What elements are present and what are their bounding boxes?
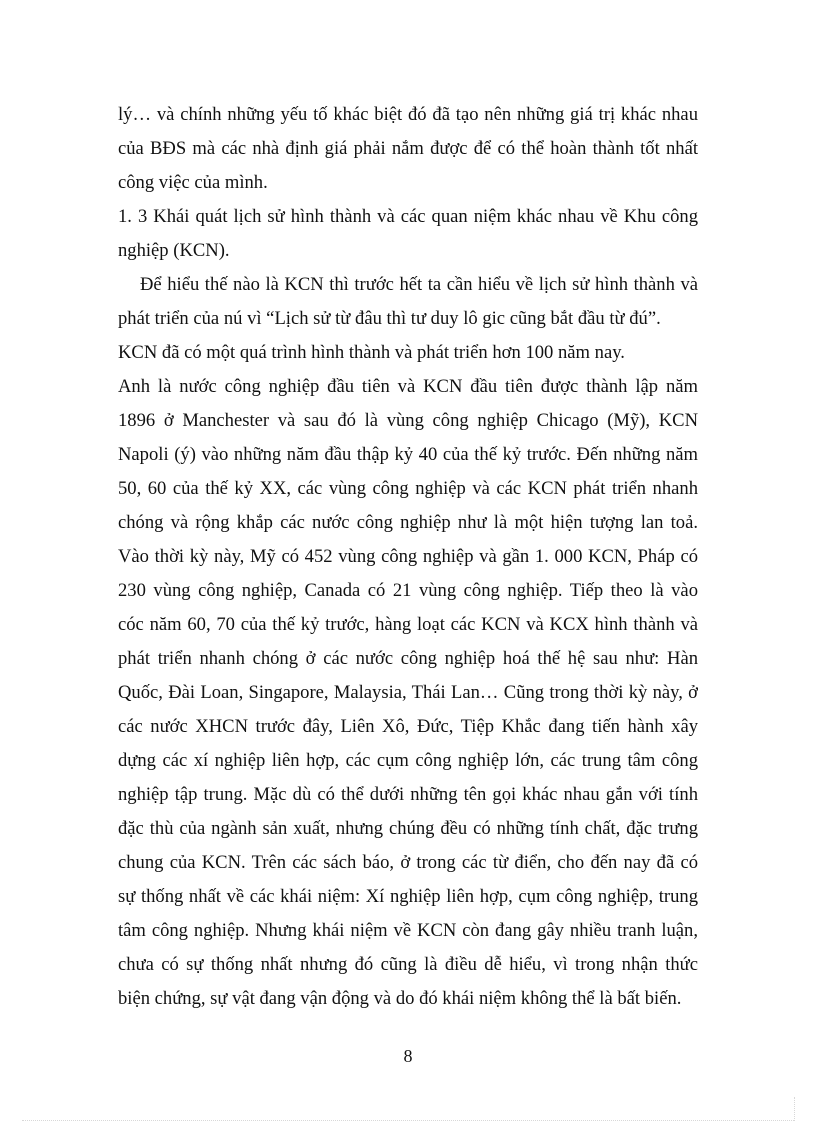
text-line: chung của KCN. Trên các sách báo, ở trong các từ điển, cho đến nay đã có (118, 852, 698, 873)
text-line: tâm công nghiệp. Nhưng khái niệm về KCN còn đang gây nhiều tranh luận, (118, 920, 698, 941)
text-line: Vào thời kỳ này, Mỹ có 452 vùng công nghiệp và gần 1. 000 KCN, Pháp có (118, 546, 698, 567)
text-line: dựng các xí nghiệp liên hợp, các cụm công nghiệp lớn, các trung tâm công (118, 750, 698, 771)
text-line: 50, 60 của thế kỷ XX, các vùng công nghiệp và các KCN phát triển nhanh (118, 478, 698, 499)
text-line: Để hiểu thế nào là KCN thì trước hết ta cần hiểu về lịch sử hình thành và (140, 274, 698, 295)
text-line: 230 vùng công nghiệp, Canada có 21 vùng công nghiệp. Tiếp theo là vào (118, 580, 698, 601)
text-line: Anh là nước công nghiệp đầu tiên và KCN đầu tiên được thành lập năm (118, 376, 698, 397)
text-line: lý… và chính những yếu tố khác biệt đó đã tạo nên những giá trị khác nhau (118, 104, 698, 125)
text-line: đặc thù của ngành sản xuất, nhưng chúng đều có những tính chất, đặc trưng (118, 818, 698, 839)
page-corner-line (794, 1097, 795, 1121)
text-line: cóc năm 60, 70 của thế kỷ trước, hàng loạt các KCN và KCX hình thành và (118, 614, 698, 635)
text-line: các nước XHCN trước đây, Liên Xô, Đức, Tiệp Khắc đang tiến hành xây (118, 716, 698, 737)
text-line: công việc của mình. (118, 172, 268, 193)
text-line: nghiệp tập trung. Mặc dù có thể dưới những tên gọi khác nhau gắn với tính (118, 784, 698, 805)
body-text (118, 98, 698, 1016)
text-line: 1896 ở Manchester và sau đó là vùng công nghiệp Chicago (Mỹ), KCN (118, 410, 698, 431)
text-line: Quốc, Đài Loan, Singapore, Malaysia, Thái Lan… Cũng trong thời kỳ này, ở (118, 682, 698, 703)
text-line: chưa có sự thống nhất nhưng đó cũng là điều dễ hiểu, vì trong nhận thức (118, 954, 698, 975)
text-line: KCN đã có một quá trình hình thành và phát triển hơn 100 năm nay. (118, 342, 625, 363)
text-line: Napoli (ý) vào những năm đầu thập kỷ 40 của thế kỷ trước. Đến những năm (118, 444, 698, 465)
text-line: của BĐS mà các nhà định giá phải nắm được để có thể hoàn thành tốt nhất (118, 138, 698, 159)
text-line: chóng và rộng khắp các nước công nghiệp như là một hiện tượng lan toả. (118, 512, 698, 533)
text-line: phát triển của nú vì “Lịch sử từ đâu thì tư duy lô gic cũng bắt đầu từ đú”. (118, 308, 661, 329)
text-line: biện chứng, sự vật đang vận động và do đó khái niệm không thể là bất biến. (118, 988, 682, 1009)
text-line: phát triển nhanh chóng ở các nước công nghiệp hoá thế hệ sau như: Hàn (118, 648, 698, 669)
text-line: sự thống nhất về các khái niệm: Xí nghiệp liên hợp, cụm công nghiệp, trung (118, 886, 698, 907)
text-line: nghiệp (KCN). (118, 240, 230, 261)
page-number: 8 (403, 1046, 413, 1066)
text-line: 1. 3 Khái quát lịch sử hình thành và các quan niệm khác nhau về Khu công (118, 206, 698, 227)
page-bottom-border (22, 1120, 794, 1121)
